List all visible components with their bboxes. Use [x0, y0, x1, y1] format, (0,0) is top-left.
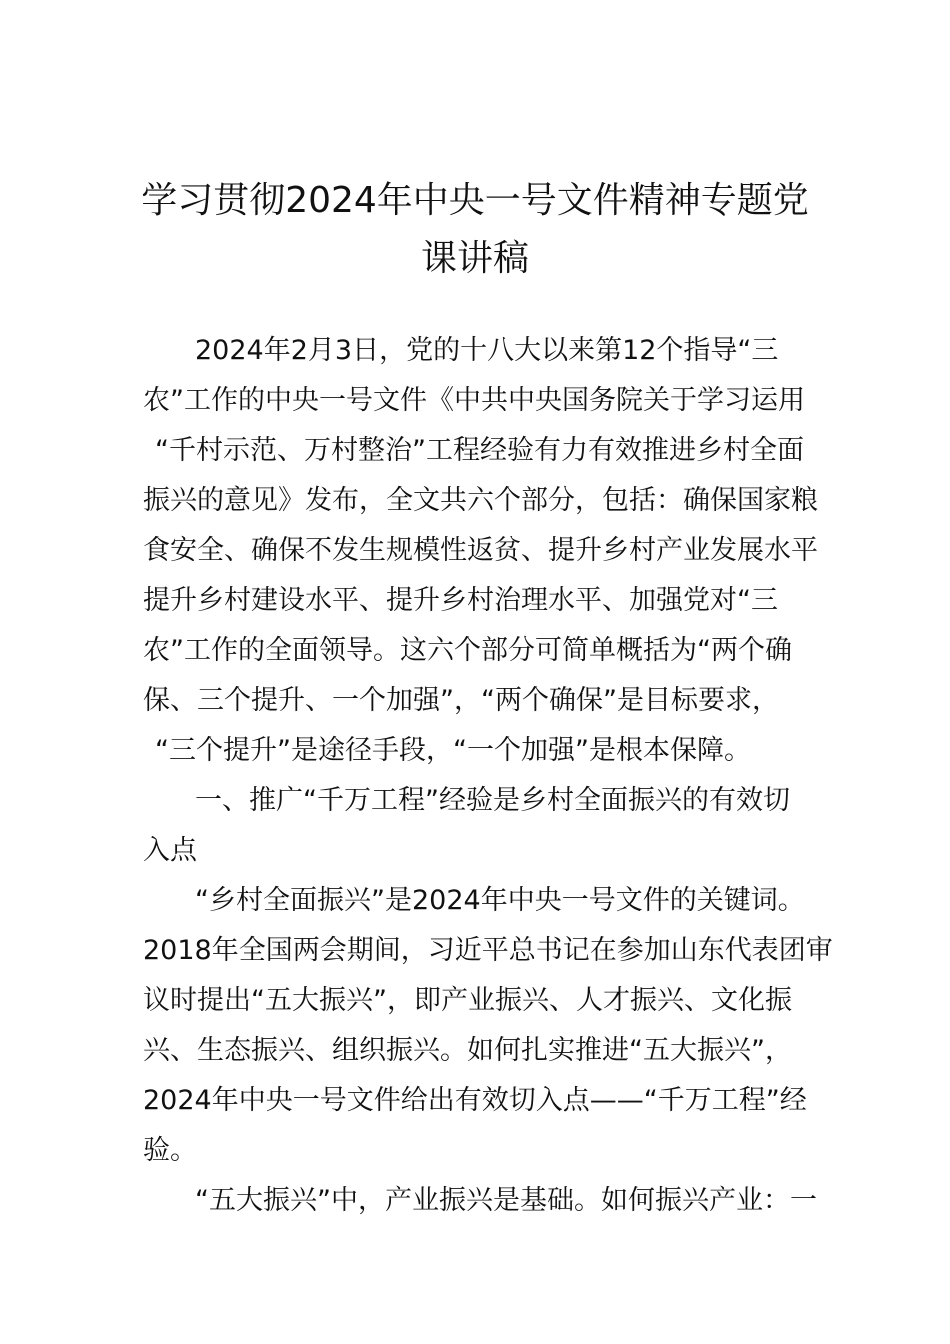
body-line: 农”工作的中央一号文件《中共中央国务院关于学习运用: [143, 385, 805, 416]
body-line: “千村示范、万村整治”工程经验有力有效推进乡村全面: [155, 435, 804, 466]
body-line: 食安全、确保不发生规模性返贫、提升乡村产业发展水平: [143, 535, 818, 566]
section-heading-line: 入点: [143, 835, 197, 866]
body-line: “三个提升”是途径手段，“一个加强”是根本保障。: [155, 735, 751, 766]
body-line: 振兴的意见》发布，全文共六个部分，包括：确保国家粮: [143, 485, 818, 516]
body-line: 兴、生态振兴、组织振兴。如何扎实推进“五大振兴”，: [143, 1035, 792, 1066]
body-line: 提升乡村建设水平、提升乡村治理水平、加强党对“三: [143, 585, 778, 616]
title-line-2: 课讲稿: [420, 238, 529, 279]
body-line: “五大振兴”中，产业振兴是基础。如何振兴产业：一: [195, 1185, 817, 1216]
body-line: 2024年2月3日，党的十八大以来第12个指导“三: [195, 335, 779, 366]
body-line: 验。: [143, 1135, 197, 1166]
body-line: 2024年中央一号文件给出有效切入点——“千万工程”经: [143, 1085, 807, 1116]
body-line: “乡村全面振兴”是2024年中央一号文件的关键词。: [195, 885, 805, 916]
document-body: [143, 326, 833, 1226]
body-line: 农”工作的全面领导。这六个部分可简单概括为“两个确: [143, 635, 792, 666]
document-title: [120, 172, 830, 288]
section-heading-line: 一、推广“千万工程”经验是乡村全面振兴的有效切: [195, 785, 790, 816]
title-line-1: 学习贯彻2024年中央一号文件精神专题党: [141, 180, 809, 221]
body-line: 保、三个提升、一个加强”，“两个确保”是目标要求，: [143, 685, 779, 716]
body-line: 议时提出“五大振兴”，即产业振兴、人才振兴、文化振: [143, 985, 792, 1016]
body-line: 2018年全国两会期间，习近平总书记在参加山东代表团审: [143, 935, 833, 966]
